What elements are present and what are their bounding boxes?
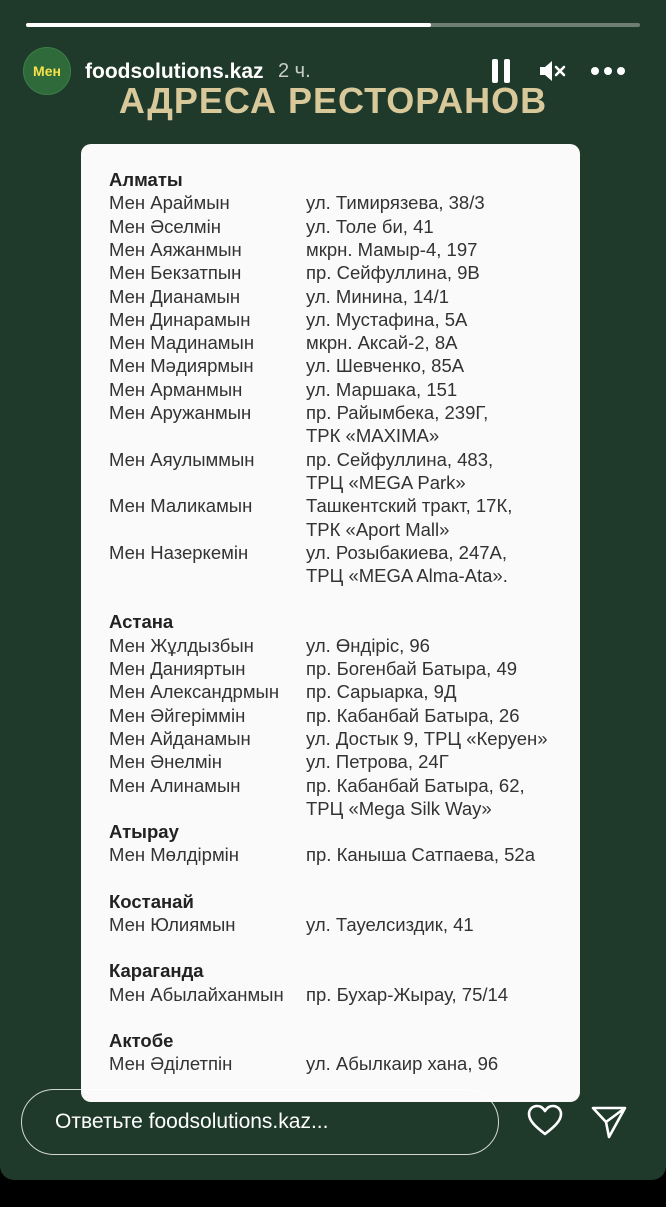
restaurant-name: Мен Назеркемін <box>109 541 249 563</box>
restaurant-name: Мен Арманмын <box>109 378 243 400</box>
heart-icon <box>526 1103 564 1137</box>
story-headline: АДРЕСА РЕСТОРАНОВ <box>118 80 548 121</box>
restaurant-name: Мен Динарамын <box>109 308 251 330</box>
like-button[interactable] <box>526 1103 564 1142</box>
reply-input[interactable]: Ответьте foodsolutions.kaz... <box>21 1089 499 1155</box>
restaurant-name: Мен Мадинамын <box>109 332 255 354</box>
restaurant-address: ул. Тимирязева, 38/3 <box>306 192 485 214</box>
restaurant-address: ул. Маршака, 151 <box>306 378 458 400</box>
restaurant-address: мкрн. Мамыр-4, 197 <box>306 238 478 260</box>
restaurant-address: пр. Сарыарка, 9Д <box>306 681 457 703</box>
restaurant-address: ул. Достык 9, ТРЦ «Керуен» <box>306 727 548 749</box>
restaurant-address: ТРК «MAXIMA» <box>306 425 440 447</box>
restaurant-name: Мен Араймын <box>109 192 230 214</box>
restaurant-name: Мен Юлиямын <box>109 914 236 935</box>
restaurant-name: Мен Алинамын <box>109 774 241 796</box>
story-progress-bar <box>26 23 640 27</box>
restaurant-name: Мен Әнелмін <box>109 751 222 773</box>
restaurant-address: ул. Толе би, 41 <box>306 215 434 237</box>
restaurant-name: Мен Мөлдірмін <box>109 844 239 866</box>
restaurant-name: Мен Әйгеріммін <box>109 704 246 726</box>
restaurant-name: Мен Жұлдызбын <box>109 634 254 656</box>
more-icon <box>590 62 626 80</box>
avatar-text: Мен <box>33 63 61 79</box>
restaurant-address: ул. Петрова, 24Г <box>306 751 449 773</box>
restaurant-address: пр. Кабанбай Батыра, 62, <box>306 774 525 796</box>
restaurant-address: ул. Шевченко, 85А <box>306 355 465 377</box>
city-heading: Алматы <box>109 169 183 190</box>
restaurant-address: пр. Богенбай Батыра, 49 <box>306 658 518 679</box>
restaurant-address-card <box>81 144 580 1102</box>
restaurant-name: Мен Дианамын <box>109 285 241 307</box>
restaurant-address: ул. Мустафина, 5А <box>306 308 468 330</box>
restaurant-name: Мен Бекзатпын <box>109 262 242 284</box>
restaurant-address: пр. Бухар-Жырау, 75/14 <box>306 983 509 1005</box>
restaurant-name: Мен Әділетпін <box>109 1053 233 1075</box>
restaurant-name: Мен Аяулыммын <box>109 448 255 470</box>
city-heading: Астана <box>109 611 174 633</box>
restaurant-address: ТРЦ «MEGA Park» <box>306 471 466 493</box>
restaurant-address: ул. Минина, 14/1 <box>306 285 450 307</box>
restaurant-address: пр. Сейфуллина, 483, <box>306 448 494 470</box>
restaurant-name: Мен Данияртын <box>109 658 246 679</box>
restaurant-address: ул. Өндіріс, 96 <box>306 634 430 656</box>
account-name[interactable]: foodsolutions.kaz <box>85 60 264 83</box>
post-time: 2 ч. <box>278 60 311 82</box>
send-icon <box>590 1104 628 1140</box>
restaurant-name: Мен Аяжанмын <box>109 238 242 260</box>
restaurant-address: пр. Кабанбай Батыра, 26 <box>306 704 520 726</box>
restaurant-address: ул. Тауелсиздик, 41 <box>306 914 474 935</box>
restaurant-address: пр. Райымбека, 239Г, <box>306 402 489 423</box>
restaurant-address: ТРК «Aport Mall» <box>306 518 450 540</box>
restaurant-name: Мен Айданамын <box>109 727 251 749</box>
city-heading: Атырау <box>109 821 179 843</box>
restaurant-name: Мен Аружанмын <box>109 402 252 423</box>
restaurant-address: пр. Каныша Сатпаева, 52а <box>306 844 536 866</box>
restaurant-address: Ташкентский тракт, 17К, <box>306 495 513 517</box>
city-heading: Костанай <box>109 890 194 912</box>
restaurant-address: пр. Сейфуллина, 9В <box>306 262 480 284</box>
restaurant-address: ТРЦ «MEGA Alma-Ata». <box>306 565 508 587</box>
restaurant-address: ТРЦ «Mega Silk Way» <box>306 797 492 819</box>
restaurant-name: Мен Маликамын <box>109 495 253 517</box>
restaurant-address: ул. Розыбакиева, 247А, <box>306 541 508 563</box>
share-button[interactable] <box>590 1104 628 1145</box>
restaurant-name: Мен Мәдиярмын <box>109 355 254 377</box>
restaurant-address: ул. Абылкаир хана, 96 <box>306 1053 499 1075</box>
restaurant-name: Мен Абылайханмын <box>109 983 284 1005</box>
restaurant-name: Мен Әселмін <box>109 215 221 237</box>
city-heading: Караганда <box>109 960 204 982</box>
restaurant-name: Мен Александрмын <box>109 681 280 703</box>
city-heading: Актобе <box>109 1029 174 1051</box>
restaurant-address: мкрн. Аксай-2, 8А <box>306 332 458 354</box>
story-progress-fill <box>26 23 431 27</box>
